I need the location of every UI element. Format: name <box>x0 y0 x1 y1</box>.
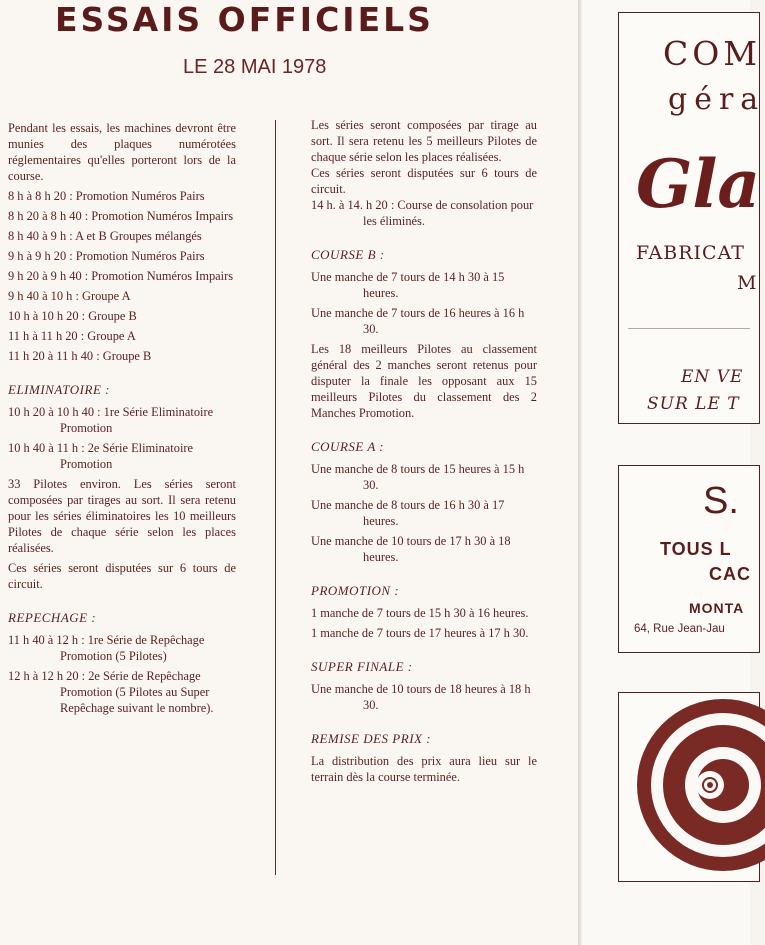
eliminatoire-item: 10 h 20 à 10 h 40 : 1re Série Eliminatoire Promotion <box>8 405 214 435</box>
eliminatoire-item: 10 h 40 à 11 h : 2e Série Eliminatoire Promotion <box>8 441 194 471</box>
course-a-item: Une manche de 8 tours de 16 h 30 à 17 heures. <box>311 498 505 528</box>
course-b-text: Les 18 meilleurs Pilotes au classement général des 2 manches seront retenus pour disputer la finale les opposant aux 15 meilleurs Pilotes du classement des 2 Manches Promotion. <box>311 342 537 420</box>
schedule-item: 10 h à 10 h 20 : Groupe B <box>8 309 137 323</box>
schedule-item: 11 h 20 à 11 h 40 : Groupe B <box>8 349 152 363</box>
left-column <box>8 120 236 720</box>
promotion-item: 1 manche de 7 tours de 17 heures à 17 h 30. <box>311 626 529 640</box>
ad1-line: géra <box>668 82 765 117</box>
ad2-line: MONTA <box>689 600 745 616</box>
eliminatoire-heading: ELIMINATOIRE : <box>8 382 110 397</box>
target-logo-icon <box>630 703 750 871</box>
eliminatoire-text: Ces séries seront disputées sur 6 tours de circuit. <box>8 561 236 591</box>
page-title: ESSAIS OFFICIELS <box>55 0 434 39</box>
ad1-rule <box>628 328 750 329</box>
spacer <box>311 233 537 247</box>
ad2-line: CAC <box>709 564 751 584</box>
column-divider <box>275 120 276 875</box>
eliminatoire-text: 33 Pilotes environ. Les séries seront composées par tirages au sort. Il sera retenu pour les séries éliminatoires les 10 meilleurs Pilotes de chaque série selon les places réalisées. <box>8 477 236 555</box>
series-paragraph: Les séries seront composées par tirage au sort. Il sera retenu les 5 meilleurs Pilotes de chaque série selon les places réalisées. <box>311 118 537 164</box>
promotion-heading: PROMOTION : <box>311 583 400 598</box>
schedule-item: 8 h à 8 h 20 : Promotion Numéros Pairs <box>8 189 205 203</box>
ad1-line: M <box>737 272 757 294</box>
page-subtitle: LE 28 MAI 1978 <box>183 56 327 78</box>
spacer <box>8 596 236 610</box>
course-b-item: Une manche de 7 tours de 14 h 30 à 15 heures. <box>311 270 505 300</box>
ad1-brand: Gla <box>636 145 761 223</box>
schedule-item: 9 h 20 à 9 h 40 : Promotion Numéros Impairs <box>8 269 234 283</box>
intro-paragraph: Pendant les essais, les machines devront être munies des plaques numérotées réglementaires qu'elles porteront lors de la course. <box>8 121 236 183</box>
course-a-item: Une manche de 10 tours de 17 h 30 à 18 heures. <box>311 534 511 564</box>
repechage-item: 12 h à 12 h 20 : 2e Série de Repêchage Promotion (5 Pilotes au Super Repêchage suivant le nombre). <box>8 669 214 715</box>
repechage-item: 11 h 40 à 12 h : 1re Série de Repêchage Promotion (5 Pilotes) <box>8 633 205 663</box>
course-b-item: Une manche de 7 tours de 16 heures à 16 h 30. <box>311 306 525 336</box>
spacer <box>311 425 537 439</box>
remise-text: La distribution des prix aura lieu sur le terrain dès la course terminée. <box>311 754 537 784</box>
consolation-item: 14 h. à 14. h 20 : Course de consolation pour les éliminés. <box>311 198 534 228</box>
course-a-heading: COURSE A : <box>311 439 385 454</box>
remise-heading: REMISE DES PRIX : <box>311 731 432 746</box>
schedule-item: 9 h 40 à 10 h : Groupe A <box>8 289 131 303</box>
course-a-item: Une manche de 8 tours de 15 heures à 15 h 30. <box>311 462 525 492</box>
ad1-line: SUR LE T <box>647 394 740 414</box>
schedule-item: 8 h 40 à 9 h : A et B Groupes mélangés <box>8 229 202 243</box>
right-column <box>311 117 537 785</box>
ad1-line: EN VE <box>681 367 744 387</box>
ad1-line: COM <box>663 34 762 73</box>
schedule-item: 9 h à 9 h 20 : Promotion Numéros Pairs <box>8 249 205 263</box>
schedule-item: 8 h 20 à 8 h 40 : Promotion Numéros Impairs <box>8 209 234 223</box>
spacer <box>311 569 537 583</box>
repechage-heading: REPECHAGE : <box>8 610 97 625</box>
super-finale-item: Une manche de 10 tours de 18 heures à 18 h 30. <box>311 682 531 712</box>
schedule-item: 11 h à 11 h 20 : Groupe A <box>8 329 136 343</box>
ad2-line: TOUS L <box>660 539 732 559</box>
ad2-line: S. <box>703 480 739 522</box>
series-paragraph: Ces séries seront disputées sur 6 tours de circuit. <box>311 166 537 196</box>
spacer <box>311 717 537 731</box>
spacer <box>8 368 236 382</box>
course-b-heading: COURSE B : <box>311 247 385 262</box>
ad1-line: FABRICAT <box>636 242 745 264</box>
promotion-item: 1 manche de 7 tours de 15 h 30 à 16 heures. <box>311 606 529 620</box>
ad2-line: 64, Rue Jean-Jau <box>634 623 725 635</box>
spacer <box>311 645 537 659</box>
super-finale-heading: SUPER FINALE : <box>311 659 413 674</box>
